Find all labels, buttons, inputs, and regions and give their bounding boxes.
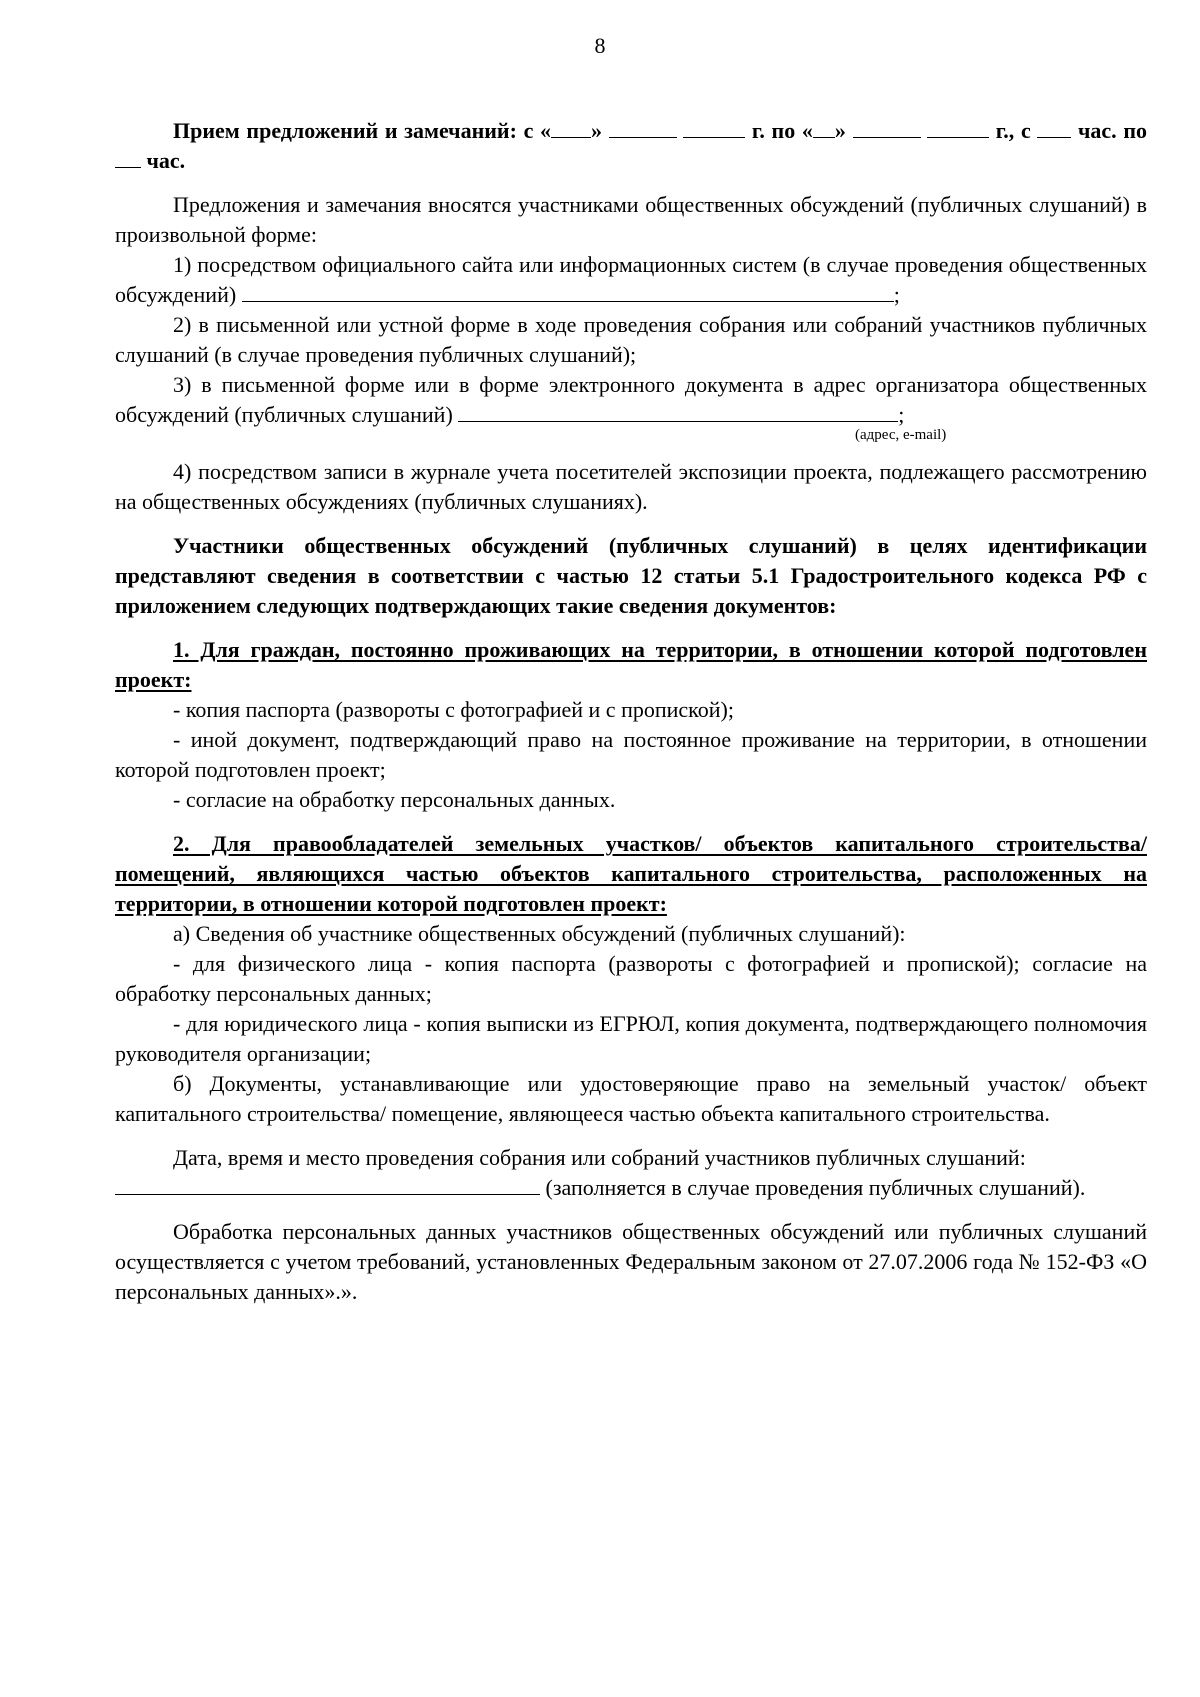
quote-close-2: » bbox=[834, 118, 846, 143]
blank-month-from bbox=[609, 119, 677, 138]
blank-day-from bbox=[551, 119, 591, 138]
page-number: 8 bbox=[594, 33, 606, 58]
section-2-item-a1: - для физического лица - копия паспорта (развороты с фотографией и пропиской); согласие на обработку персональных данных; bbox=[115, 951, 1147, 1006]
meeting-paragraph: Дата, время и место проведения собрания или собраний участников публичных слушаний: bbox=[173, 1145, 1026, 1170]
hours-from-label: час. по bbox=[1078, 118, 1147, 143]
item-1: 1) посредством официального сайта или информационных систем (в случае проведения общественных обсуждений) ; bbox=[115, 252, 1147, 307]
item-3: 3) в письменной форме или в форме электронного документа в адрес организатора общественных обсуждений (публичных слушаний) ; bbox=[115, 372, 1147, 427]
blank-item-3 bbox=[458, 403, 898, 422]
section-2-item-b: б) Документы, устанавливающие или удостоверяющие право на земельный участок/ объект капитального строительства/ помещение, являющееся частью объекта капитального строительства. bbox=[115, 1071, 1147, 1126]
blank-meeting bbox=[115, 1176, 540, 1195]
hours-to-label: час. bbox=[146, 148, 186, 173]
item-2: 2) в письменной или устной форме в ходе проведения собрания или собраний участников публичных слушаний (в случае проведения публичных слушаний); bbox=[115, 312, 1147, 367]
address-caption: (адрес, e-mail) bbox=[855, 427, 947, 443]
reception-period bbox=[115, 116, 1147, 176]
blank-month-to bbox=[853, 119, 921, 138]
participants-paragraph: Участники общественных обсуждений (публичных слушаний) в целях идентификации представляют сведения в соответствии с частью 12 статьи 5.1 Градостроительного кодекса РФ с приложением следующих подтверждающих такие сведения документов: bbox=[115, 533, 1147, 618]
quote-close: » bbox=[590, 118, 602, 143]
section-1-heading: 1. Для граждан, постоянно проживающих на территории, в отношении которой подготовлен проект: bbox=[115, 637, 1147, 692]
item-4: 4) посредством записи в журнале учета посетителей экспозиции проекта, подлежащего рассмотрению на общественных обсуждениях (публичных слушаниях). bbox=[115, 459, 1147, 514]
blank-hour-from bbox=[1037, 119, 1071, 138]
meeting-note: (заполняется в случае проведения публичных слушаний). bbox=[545, 1175, 1086, 1200]
section-2-item-a2: - для юридического лица - копия выписки из ЕГРЮЛ, копия документа, подтверждающего полномочия руководителя организации; bbox=[115, 1011, 1147, 1066]
meeting-fill-line bbox=[115, 1173, 1147, 1203]
intro-paragraph: Предложения и замечания вносятся участниками общественных обсуждений (публичных слушаний) в произвольной форме: bbox=[115, 192, 1147, 247]
blank-hour-to bbox=[115, 149, 141, 168]
year-to-label: г. по « bbox=[751, 118, 813, 143]
blank-year-to bbox=[927, 119, 989, 138]
reception-label: Прием предложений и замечаний: с « bbox=[173, 118, 551, 143]
blank-item-1 bbox=[242, 283, 894, 302]
section-1-item: - согласие на обработку персональных данных. bbox=[173, 787, 616, 812]
section-1-item: - иной документ, подтверждающий право на постоянное проживание на территории, в отношении которой подготовлен проект; bbox=[115, 727, 1147, 782]
personal-data-paragraph: Обработка персональных данных участников общественных обсуждений или публичных слушаний осуществляется с учетом требований, установленных Федеральным законом от 27.07.2006 года № 152-ФЗ «О персональных данных».». bbox=[115, 1219, 1147, 1304]
blank-year-from bbox=[683, 119, 745, 138]
section-2-item-a: а) Сведения об участнике общественных обсуждений (публичных слушаний): bbox=[173, 921, 906, 946]
year-mark-2: г., с bbox=[995, 118, 1031, 143]
blank-day-to bbox=[813, 119, 835, 138]
document-body bbox=[115, 116, 1147, 1307]
section-1-item: - копия паспорта (развороты с фотографией и с пропиской); bbox=[173, 697, 734, 722]
section-2-heading: 2. Для правообладателей земельных участков/ объектов капитального строительства/ помещений, являющихся частью объектов капитального строительства, расположенных на территории, в отношении которой подготовлен проект: bbox=[115, 831, 1147, 916]
